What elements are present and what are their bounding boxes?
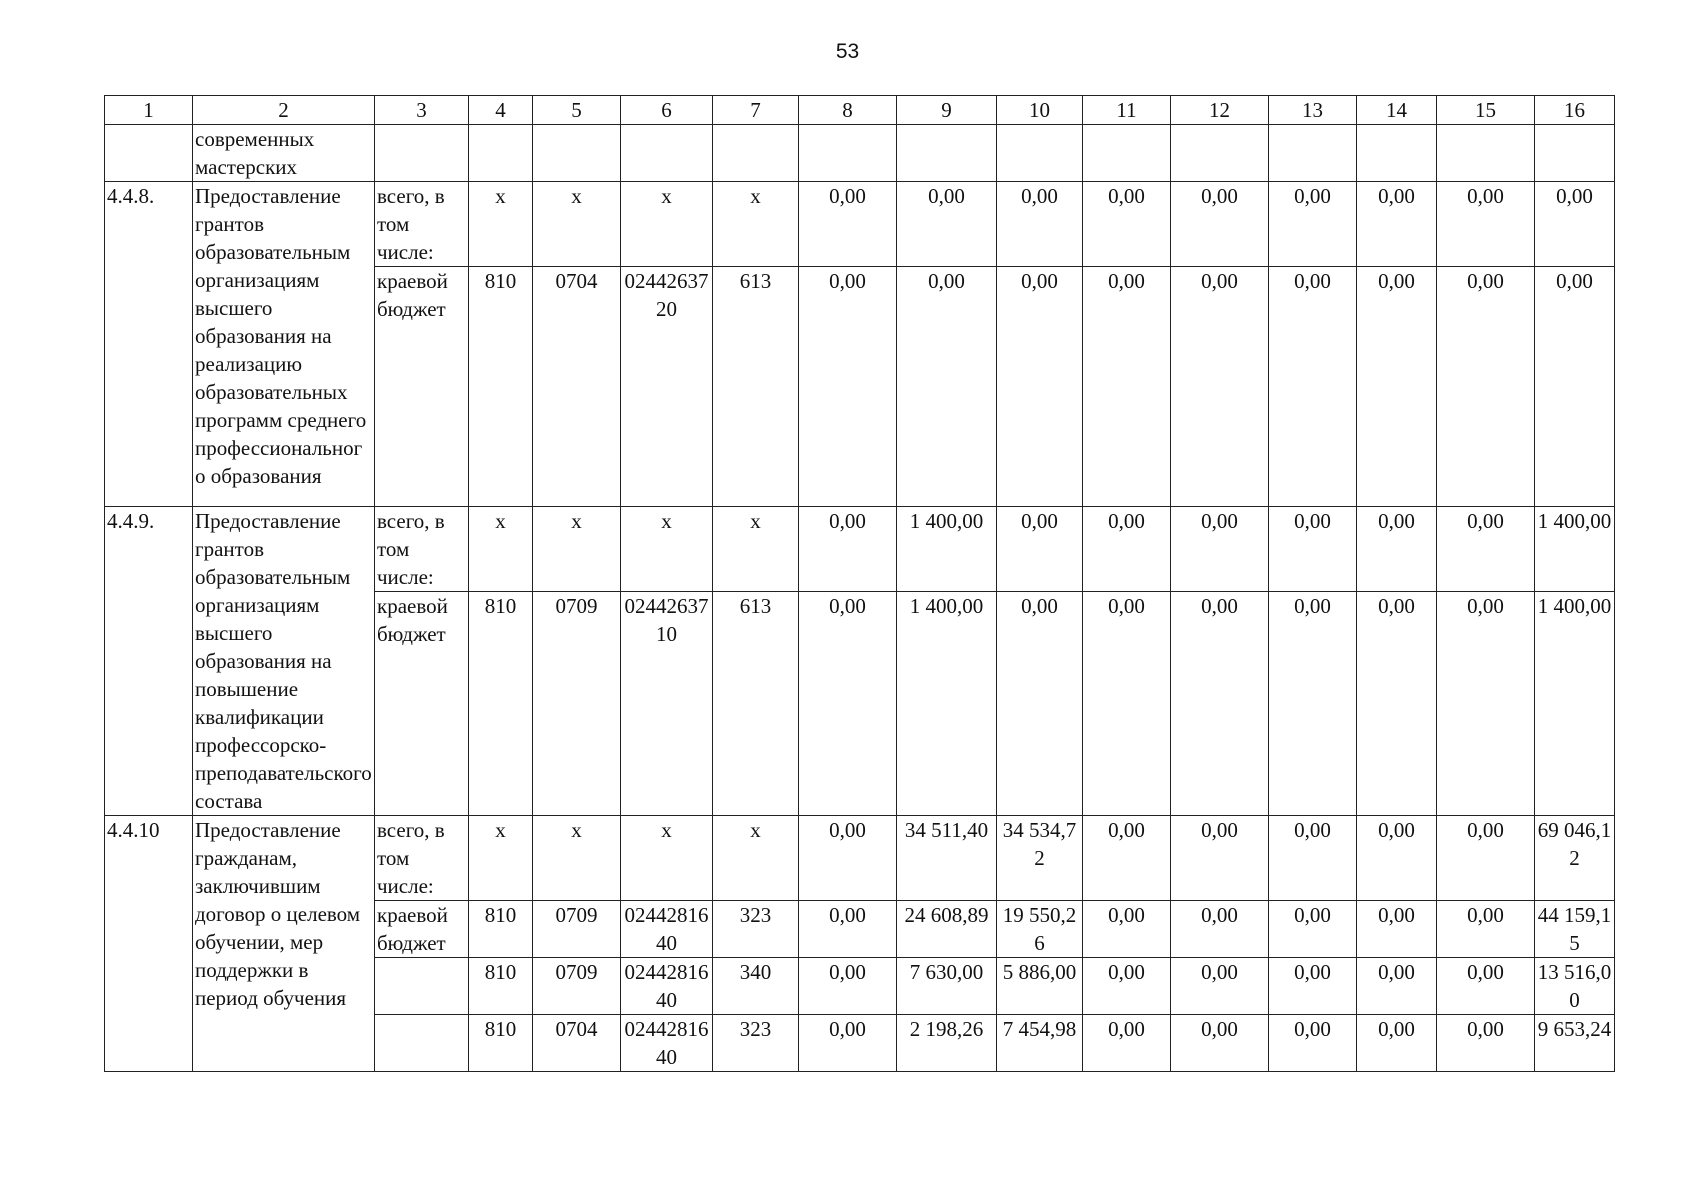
amount-cell-8: 0,00: [799, 182, 897, 267]
amount-cell-16: 1 400,00: [1535, 592, 1615, 816]
amount-cell-8: 0,00: [799, 958, 897, 1015]
empty-cell: [1269, 125, 1357, 182]
expense-type-code-cell: 340: [713, 958, 799, 1015]
item-name-cell: современных мастерских: [193, 125, 375, 182]
amount-cell-13: 0,00: [1269, 816, 1357, 901]
funding-source-cell: краевой бюджет: [375, 901, 469, 958]
amount-cell-11: 0,00: [1083, 958, 1171, 1015]
continuation-row: [105, 125, 1615, 182]
section-code-cell: 0709: [533, 901, 621, 958]
amount-cell-13: 0,00: [1269, 592, 1357, 816]
column-number: 14: [1357, 96, 1437, 125]
section-code-cell: 0704: [533, 267, 621, 507]
funding-source-cell: [375, 1015, 469, 1072]
expense-type-code-cell: х: [713, 507, 799, 592]
amount-cell-16: 44 159,15: [1535, 901, 1615, 958]
amount-cell-13: 0,00: [1269, 507, 1357, 592]
amount-cell-15: 0,00: [1437, 267, 1535, 507]
amount-cell-11: 0,00: [1083, 1015, 1171, 1072]
column-number: 15: [1437, 96, 1535, 125]
empty-cell: [375, 125, 469, 182]
amount-cell-13: 0,00: [1269, 1015, 1357, 1072]
expense-type-code-cell: 613: [713, 592, 799, 816]
section-code-cell: х: [533, 816, 621, 901]
amount-cell-11: 0,00: [1083, 592, 1171, 816]
amount-cell-16: 0,00: [1535, 267, 1615, 507]
target-article-code-cell: 0244263710: [621, 592, 713, 816]
amount-cell-12: 0,00: [1171, 182, 1269, 267]
funding-source-cell: всего, в том числе:: [375, 816, 469, 901]
grbs-code-cell: х: [469, 182, 533, 267]
amount-cell-12: 0,00: [1171, 507, 1269, 592]
page-number: 53: [835, 40, 860, 63]
amount-cell-16: 9 653,24: [1535, 1015, 1615, 1072]
empty-cell: [897, 125, 997, 182]
amount-cell-9: 2 198,26: [897, 1015, 997, 1072]
amount-cell-15: 0,00: [1437, 182, 1535, 267]
amount-cell-16: 0,00: [1535, 182, 1615, 267]
column-number: 6: [621, 96, 713, 125]
table-row: [105, 816, 1615, 901]
row-number-cell: [105, 125, 193, 182]
amount-cell-11: 0,00: [1083, 901, 1171, 958]
column-number: 9: [897, 96, 997, 125]
column-number: 16: [1535, 96, 1615, 125]
amount-cell-8: 0,00: [799, 901, 897, 958]
empty-cell: [469, 125, 533, 182]
empty-cell: [997, 125, 1083, 182]
amount-cell-15: 0,00: [1437, 901, 1535, 958]
grbs-code-cell: 810: [469, 958, 533, 1015]
amount-cell-9: 34 511,40: [897, 816, 997, 901]
amount-cell-10: 0,00: [997, 267, 1083, 507]
item-name-cell: Предоставление гражданам, заключившим договор о целевом обучении, мер поддержки в период обучения: [193, 816, 375, 1072]
column-number: 5: [533, 96, 621, 125]
amount-cell-8: 0,00: [799, 592, 897, 816]
amount-cell-9: 1 400,00: [897, 592, 997, 816]
target-article-code-cell: 0244281640: [621, 901, 713, 958]
empty-cell: [1357, 125, 1437, 182]
empty-cell: [1437, 125, 1535, 182]
grbs-code-cell: 810: [469, 267, 533, 507]
amount-cell-10: 19 550,26: [997, 901, 1083, 958]
column-number: 7: [713, 96, 799, 125]
amount-cell-14: 0,00: [1357, 901, 1437, 958]
section-code-cell: 0709: [533, 592, 621, 816]
grbs-code-cell: 810: [469, 592, 533, 816]
amount-cell-8: 0,00: [799, 1015, 897, 1072]
amount-cell-9: 0,00: [897, 182, 997, 267]
amount-cell-8: 0,00: [799, 267, 897, 507]
column-number: 3: [375, 96, 469, 125]
item-name-cell: Предоставление грантов образовательным организациям высшего образования на реализацию образовательных программ среднего профессионального образования: [193, 182, 375, 507]
section-code-cell: 0709: [533, 958, 621, 1015]
funding-source-cell: краевой бюджет: [375, 267, 469, 507]
amount-cell-15: 0,00: [1437, 958, 1535, 1015]
target-article-code-cell: 0244281640: [621, 1015, 713, 1072]
amount-cell-12: 0,00: [1171, 958, 1269, 1015]
funding-source-cell: всего, в том числе:: [375, 182, 469, 267]
amount-cell-10: 7 454,98: [997, 1015, 1083, 1072]
empty-cell: [1535, 125, 1615, 182]
amount-cell-14: 0,00: [1357, 592, 1437, 816]
amount-cell-14: 0,00: [1357, 958, 1437, 1015]
amount-cell-9: 1 400,00: [897, 507, 997, 592]
expense-type-code-cell: х: [713, 182, 799, 267]
grbs-code-cell: 810: [469, 1015, 533, 1072]
column-number: 12: [1171, 96, 1269, 125]
column-number: 8: [799, 96, 897, 125]
amount-cell-8: 0,00: [799, 816, 897, 901]
column-number: 10: [997, 96, 1083, 125]
empty-cell: [799, 125, 897, 182]
amount-cell-9: 7 630,00: [897, 958, 997, 1015]
amount-cell-12: 0,00: [1171, 901, 1269, 958]
amount-cell-10: 0,00: [997, 182, 1083, 267]
amount-cell-12: 0,00: [1171, 1015, 1269, 1072]
expense-type-code-cell: 613: [713, 267, 799, 507]
amount-cell-10: 0,00: [997, 592, 1083, 816]
amount-cell-15: 0,00: [1437, 592, 1535, 816]
column-number: 4: [469, 96, 533, 125]
column-number: 11: [1083, 96, 1171, 125]
expense-type-code-cell: 323: [713, 1015, 799, 1072]
amount-cell-15: 0,00: [1437, 816, 1535, 901]
amount-cell-16: 1 400,00: [1535, 507, 1615, 592]
amount-cell-13: 0,00: [1269, 958, 1357, 1015]
empty-cell: [621, 125, 713, 182]
target-article-code-cell: х: [621, 507, 713, 592]
funding-source-cell: всего, в том числе:: [375, 507, 469, 592]
amount-cell-14: 0,00: [1357, 1015, 1437, 1072]
column-number: 2: [193, 96, 375, 125]
target-article-code-cell: х: [621, 816, 713, 901]
amount-cell-12: 0,00: [1171, 592, 1269, 816]
funding-source-cell: краевой бюджет: [375, 592, 469, 816]
amount-cell-8: 0,00: [799, 507, 897, 592]
column-number-row: [105, 96, 1615, 125]
empty-cell: [713, 125, 799, 182]
section-code-cell: х: [533, 507, 621, 592]
target-article-code-cell: х: [621, 182, 713, 267]
amount-cell-13: 0,00: [1269, 901, 1357, 958]
amount-cell-10: 5 886,00: [997, 958, 1083, 1015]
amount-cell-9: 24 608,89: [897, 901, 997, 958]
amount-cell-14: 0,00: [1357, 182, 1437, 267]
amount-cell-11: 0,00: [1083, 507, 1171, 592]
table-row: [105, 507, 1615, 592]
amount-cell-13: 0,00: [1269, 267, 1357, 507]
item-name-cell: Предоставление грантов образовательным организациям высшего образования на повышение квалификации профессорско-преподавательского состава: [193, 507, 375, 816]
target-article-code-cell: 0244281640: [621, 958, 713, 1015]
column-number: 13: [1269, 96, 1357, 125]
amount-cell-11: 0,00: [1083, 267, 1171, 507]
amount-cell-16: 69 046,12: [1535, 816, 1615, 901]
grbs-code-cell: х: [469, 816, 533, 901]
amount-cell-12: 0,00: [1171, 267, 1269, 507]
row-number-cell: 4.4.9.: [105, 507, 193, 816]
amount-cell-10: 34 534,72: [997, 816, 1083, 901]
amount-cell-11: 0,00: [1083, 182, 1171, 267]
row-number-cell: 4.4.10: [105, 816, 193, 1072]
expense-type-code-cell: 323: [713, 901, 799, 958]
amount-cell-12: 0,00: [1171, 816, 1269, 901]
amount-cell-15: 0,00: [1437, 507, 1535, 592]
budget-table: [104, 95, 1615, 1072]
grbs-code-cell: х: [469, 507, 533, 592]
funding-source-cell: [375, 958, 469, 1015]
amount-cell-14: 0,00: [1357, 507, 1437, 592]
empty-cell: [1171, 125, 1269, 182]
section-code-cell: х: [533, 182, 621, 267]
grbs-code-cell: 810: [469, 901, 533, 958]
target-article-code-cell: 0244263720: [621, 267, 713, 507]
amount-cell-9: 0,00: [897, 267, 997, 507]
amount-cell-16: 13 516,00: [1535, 958, 1615, 1015]
empty-cell: [1083, 125, 1171, 182]
amount-cell-14: 0,00: [1357, 816, 1437, 901]
amount-cell-11: 0,00: [1083, 816, 1171, 901]
empty-cell: [533, 125, 621, 182]
amount-cell-14: 0,00: [1357, 267, 1437, 507]
section-code-cell: 0704: [533, 1015, 621, 1072]
row-number-cell: 4.4.8.: [105, 182, 193, 507]
column-number: 1: [105, 96, 193, 125]
expense-type-code-cell: х: [713, 816, 799, 901]
table-row: [105, 182, 1615, 267]
amount-cell-10: 0,00: [997, 507, 1083, 592]
amount-cell-15: 0,00: [1437, 1015, 1535, 1072]
amount-cell-13: 0,00: [1269, 182, 1357, 267]
